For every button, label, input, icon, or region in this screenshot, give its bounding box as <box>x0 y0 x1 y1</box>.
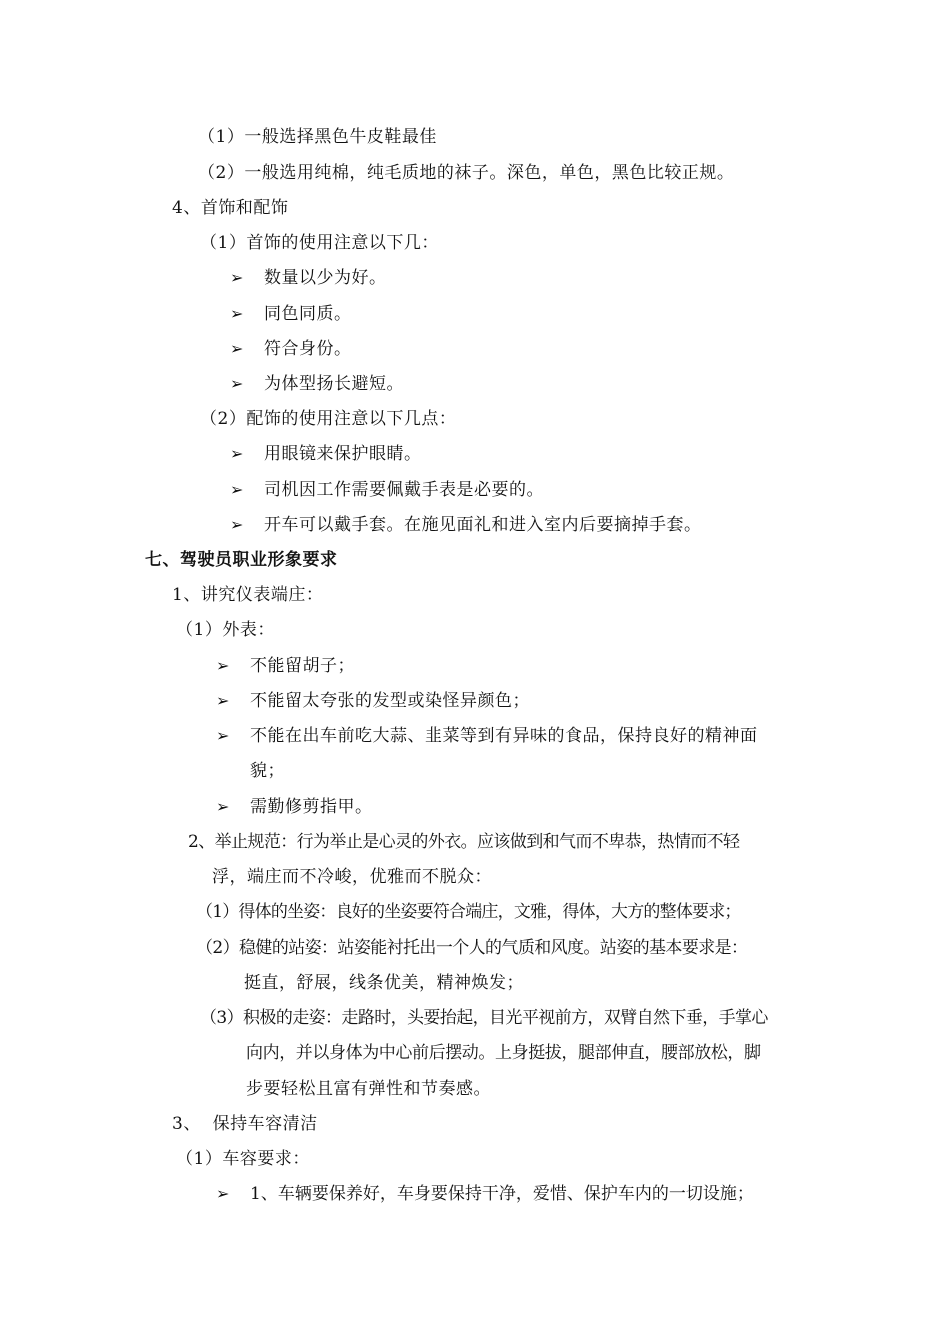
bullet-item: 符合身份。 <box>264 339 352 359</box>
bullet-item-continuation: 貌； <box>250 761 285 781</box>
bullet-arrow-icon: ➢ <box>216 797 230 816</box>
bullet-item: 不能留胡子； <box>250 656 355 676</box>
bullet-arrow-icon: ➢ <box>216 656 230 675</box>
bullet-item: 数量以少为好。 <box>264 268 387 288</box>
bullet-arrow-icon: ➢ <box>230 304 244 323</box>
bullet-arrow-icon: ➢ <box>230 515 244 534</box>
bullet-item: 为体型扬长避短。 <box>264 374 404 394</box>
bullet-arrow-icon: ➢ <box>230 444 244 463</box>
bullet-item: 开车可以戴手套。在施见面礼和进入室内后要摘掉手套。 <box>264 515 702 535</box>
text-line: 挺直，舒展，线条优美，精神焕发； <box>244 973 524 993</box>
section-heading: 七、驾驶员职业形象要求 <box>145 550 338 570</box>
text-line: 3、 保持车容清洁 <box>172 1114 318 1134</box>
bullet-item: 1、车辆要保养好，车身要保持干净，爱惜、保护车内的一切设施； <box>250 1184 754 1204</box>
bullet-item: 同色同质。 <box>264 304 352 324</box>
text-line: （2）配饰的使用注意以下几点： <box>200 409 457 429</box>
bullet-arrow-icon: ➢ <box>216 726 230 745</box>
bullet-item: 不能在出车前吃大蒜、韭菜等到有异味的食品，保持良好的精神面 <box>250 726 758 746</box>
bullet-item: 司机因工作需要佩戴手表是必要的。 <box>264 480 544 500</box>
text-line: （1）外表： <box>176 620 275 640</box>
text-line: （3）积极的走姿：走路时，头要抬起，目光平视前方，双臂自然下垂，手掌心 <box>200 1008 768 1028</box>
text-line: （2）一般选用纯棉，纯毛质地的袜子。深色，单色，黑色比较正规。 <box>198 163 735 183</box>
text-line: 浮，端庄而不冷峻，优雅而不脱众： <box>212 867 492 887</box>
bullet-arrow-icon: ➢ <box>230 268 244 287</box>
bullet-item: 用眼镜来保护眼睛。 <box>264 444 422 464</box>
bullet-arrow-icon: ➢ <box>230 374 244 393</box>
bullet-arrow-icon: ➢ <box>230 339 244 358</box>
text-line: （1）一般选择黑色牛皮鞋最佳 <box>198 127 437 147</box>
text-line: 2、举止规范：行为举止是心灵的外衣。应该做到和气而不卑恭，热情而不轻 <box>188 832 740 852</box>
text-line: 步要轻松且富有弹性和节奏感。 <box>246 1079 491 1099</box>
bullet-arrow-icon: ➢ <box>216 1184 230 1203</box>
bullet-arrow-icon: ➢ <box>216 691 230 710</box>
text-line: 4、首饰和配饰 <box>172 198 289 218</box>
text-line: （1）得体的坐姿：良好的坐姿要符合端庄，文雅，得体，大方的整体要求； <box>196 902 741 922</box>
text-line: 向内，并以身体为中心前后摆动。上身挺拔，腿部伸直，腰部放松，脚 <box>246 1043 761 1063</box>
text-line: 1、讲究仪表端庄： <box>172 585 324 605</box>
bullet-item: 需勤修剪指甲。 <box>250 797 373 817</box>
text-line: （1）车容要求： <box>176 1149 310 1169</box>
bullet-item: 不能留太夸张的发型或染怪异颜色； <box>250 691 530 711</box>
text-line: （2）稳健的站姿：站姿能衬托出一个人的气质和风度。站姿的基本要求是： <box>196 938 748 958</box>
text-line: （1）首饰的使用注意以下几： <box>200 233 439 253</box>
bullet-arrow-icon: ➢ <box>230 480 244 499</box>
